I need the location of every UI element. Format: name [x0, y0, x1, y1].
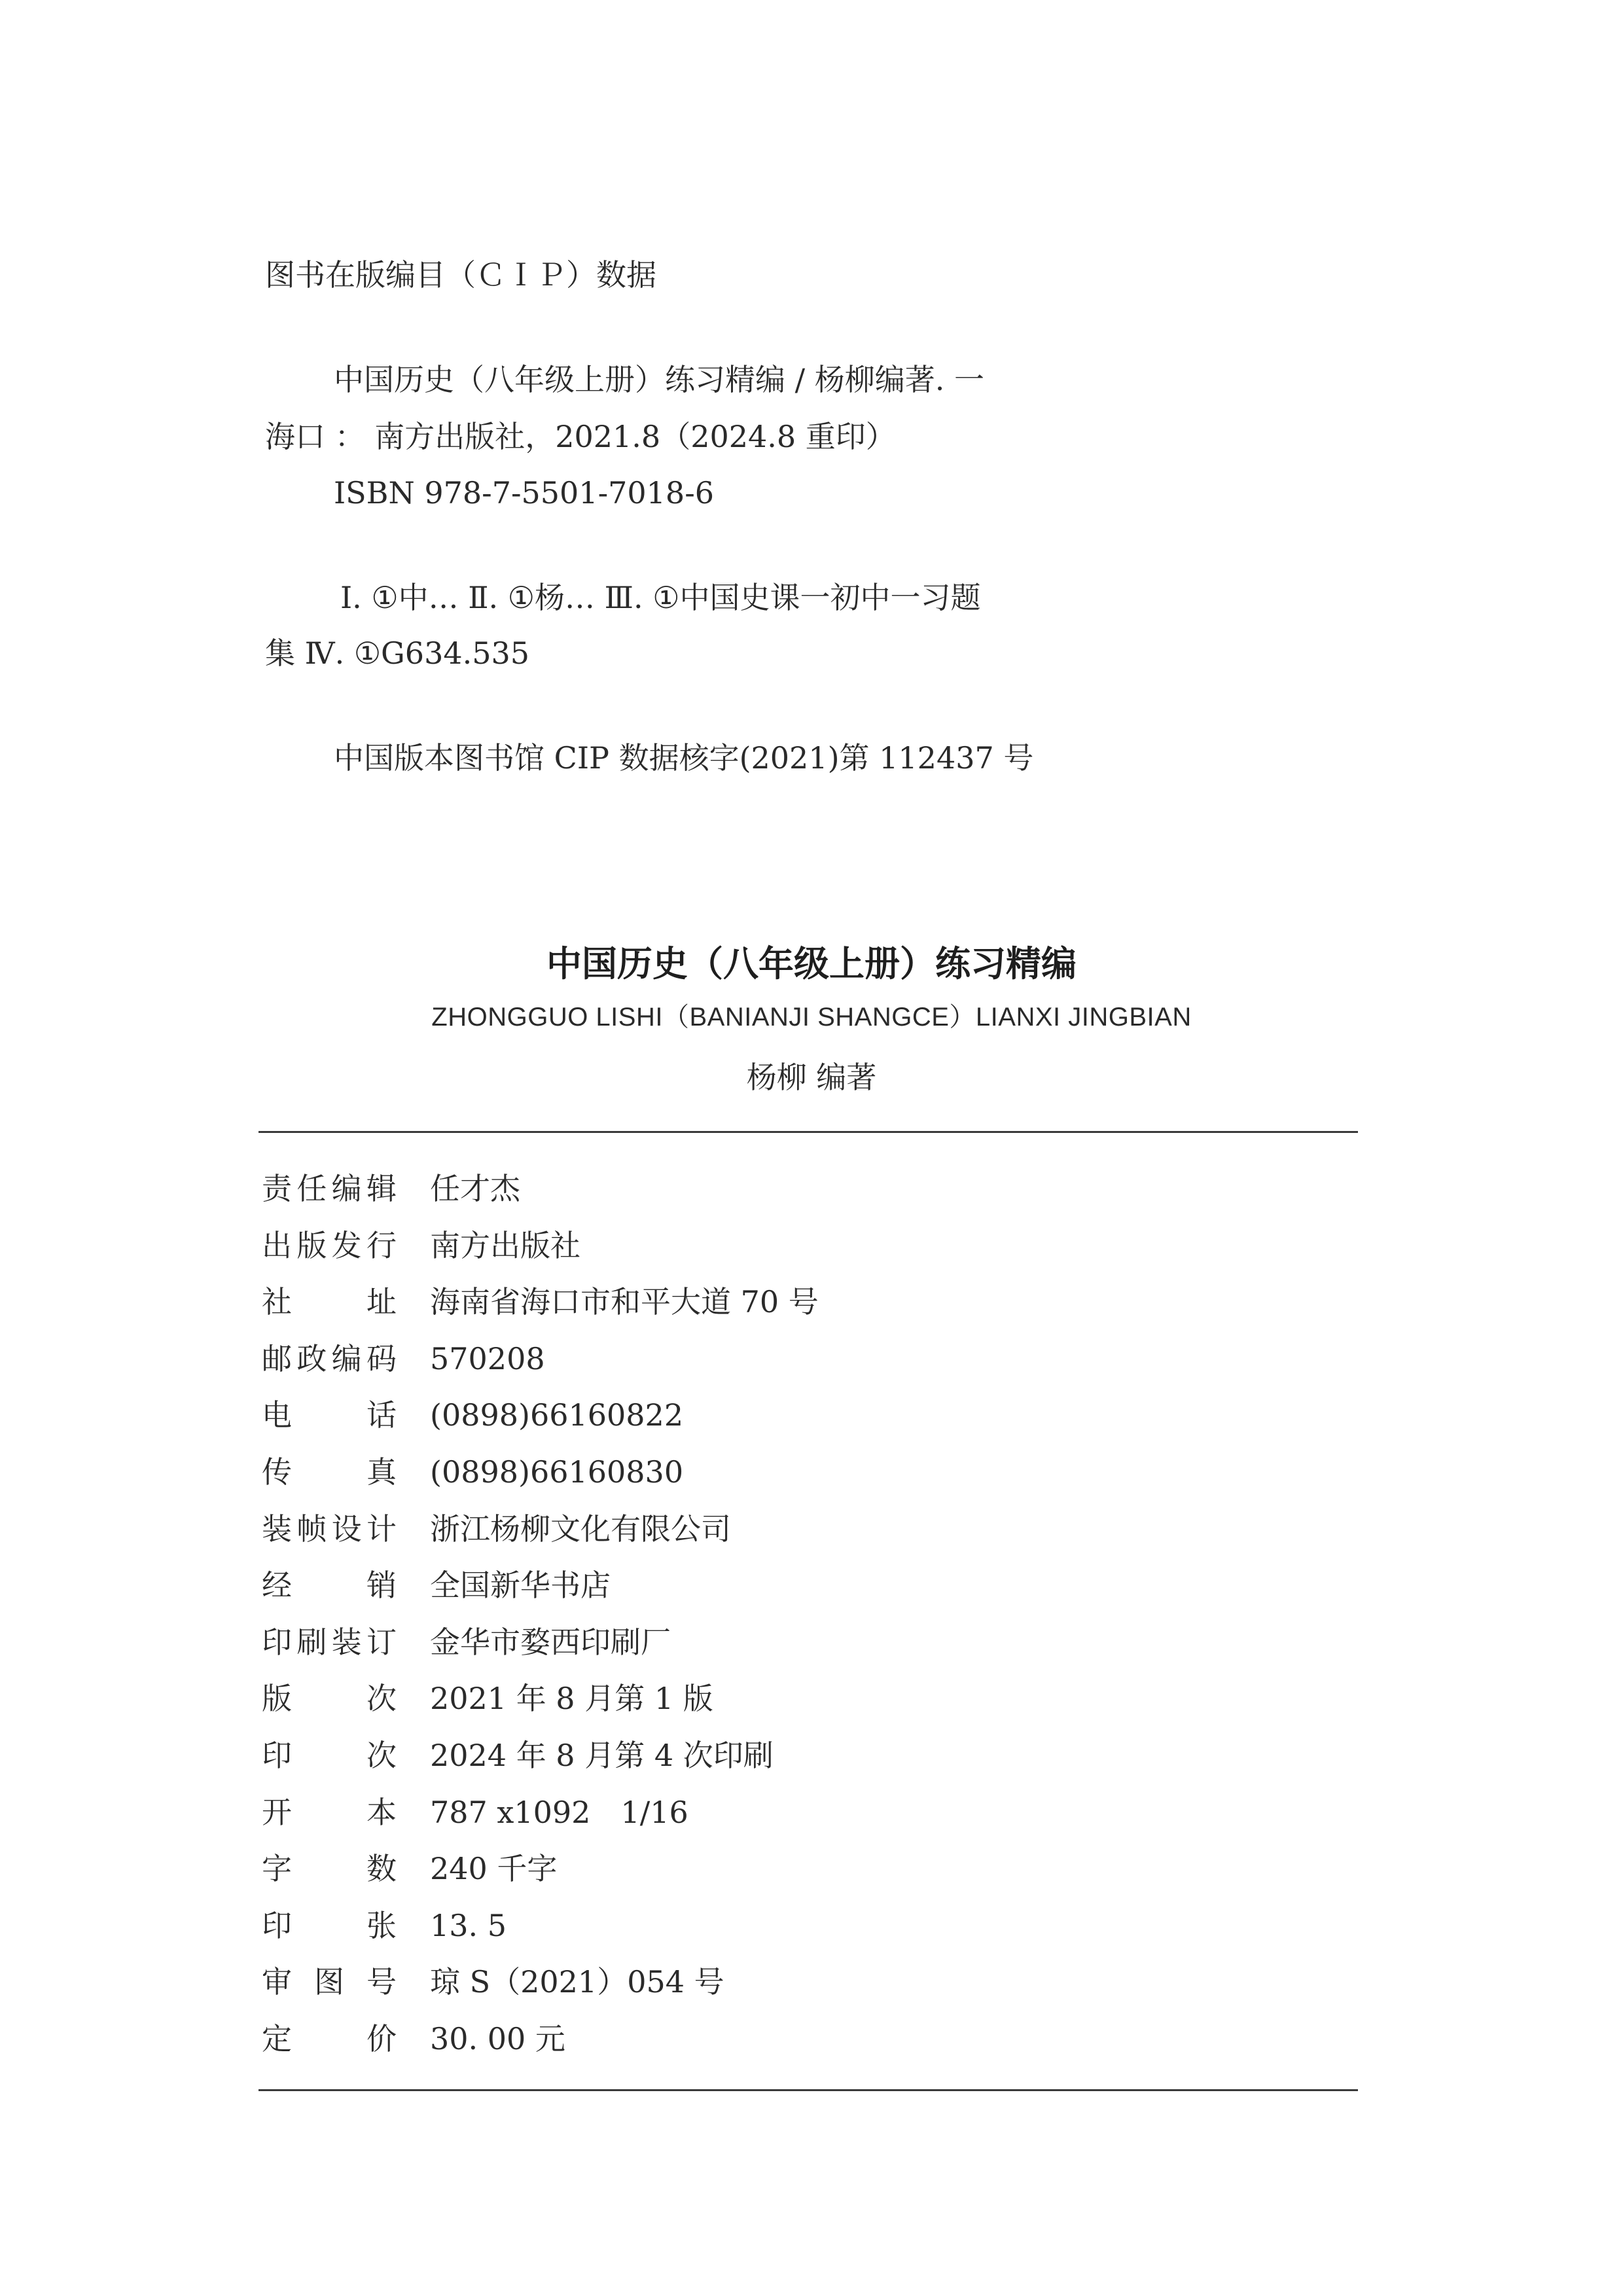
info-label: 定价 [262, 2020, 397, 2056]
info-label: 责任编辑 [262, 1171, 397, 1206]
cip-record-number: 中国版本图书馆 CIP 数据核字(2021)第 112437 号 [334, 740, 1034, 776]
cip-classification-line: Ⅰ. ①中… Ⅱ. ①杨… Ⅲ. ①中国史课一初中一习题 [340, 580, 981, 615]
info-label: 邮政编码 [262, 1340, 397, 1376]
info-value: 金华市婺西印刷厂 [430, 1624, 671, 1660]
info-value: 海南省海口市和平大道 70 号 [430, 1284, 819, 1320]
info-value: 787 x1092 1/16 [430, 1794, 688, 1830]
book-title: 中国历史（八年级上册）练习精编 [546, 942, 1077, 984]
cip-classification-line-continued: 集 Ⅳ. ①G634.535 [265, 636, 530, 671]
info-label: 社址 [262, 1284, 397, 1320]
info-label: 版次 [262, 1681, 397, 1717]
info-label: 出版发行 [262, 1227, 397, 1263]
info-label: 审图号 [262, 1964, 397, 2000]
cip-heading: 图书在版编目（ＣＩＰ）数据 [265, 257, 656, 293]
info-value: 2021 年 8 月第 1 版 [430, 1681, 713, 1717]
info-label: 印次 [262, 1737, 397, 1773]
bottom-divider [259, 2089, 1358, 2091]
cip-isbn: ISBN 978-7-5501-7018-6 [334, 475, 714, 511]
info-value: 南方出版社 [430, 1227, 580, 1263]
info-label: 装帧设计 [262, 1511, 397, 1547]
info-label: 开本 [262, 1794, 397, 1830]
info-value: 240 千字 [430, 1851, 558, 1887]
info-value: (0898)66160822 [430, 1397, 684, 1433]
info-value: (0898)66160830 [430, 1454, 684, 1490]
cip-publication-line: 海口 ： 南方出版社，2021.8（2024.8 重印） [265, 419, 896, 454]
info-label: 字数 [262, 1851, 397, 1887]
info-value: 全国新华书店 [430, 1568, 611, 1604]
cip-title-line: 中国历史（八年级上册）练习精编 / 杨柳编著. 一 [334, 362, 984, 397]
info-label: 电话 [262, 1397, 397, 1433]
info-label: 传真 [262, 1454, 397, 1490]
info-label: 印张 [262, 1907, 397, 1943]
book-author: 杨柳 编著 [746, 1060, 877, 1095]
info-value: 浙江杨柳文化有限公司 [430, 1511, 731, 1547]
info-label: 经销 [262, 1568, 397, 1604]
info-value: 13. 5 [430, 1907, 507, 1943]
book-title-pinyin: ZHONGGUO LISHI（BANIANJI SHANGCE）LIANXI JINGBIAN [431, 1003, 1192, 1031]
info-label: 印刷装订 [262, 1624, 397, 1660]
info-value: 570208 [430, 1340, 545, 1376]
info-value: 2024 年 8 月第 4 次印刷 [430, 1737, 774, 1773]
info-value: 任才杰 [430, 1171, 520, 1206]
info-value: 30. 00 元 [430, 2020, 565, 2056]
info-value: 琼 S（2021）054 号 [430, 1964, 724, 2000]
top-divider [259, 1131, 1358, 1133]
